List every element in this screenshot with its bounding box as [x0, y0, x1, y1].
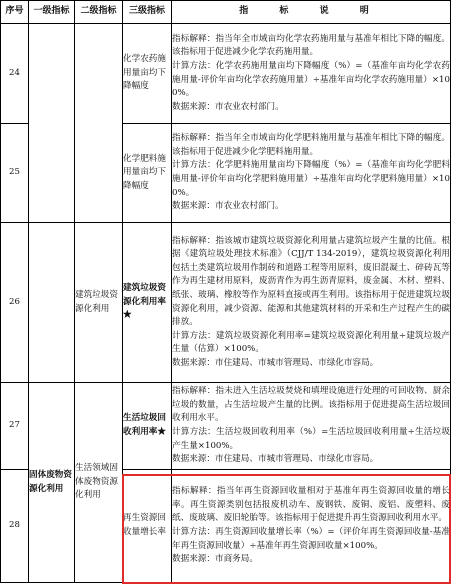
level1-cell: 固体废物资源化利用: [29, 383, 75, 583]
row-seq: 26: [1, 223, 29, 383]
desc-line: 指标解释：指当年再生资源回收量相对于基准年再生资源回收量的增长率。再生资源类别包括报废机动车、废钢铁、废铜、废铝、废塑料、废纸、废玻璃、废旧轮胎等。该指标用于促进提升再生资源回收利用水平。: [172, 486, 450, 524]
row-level3: 再生资源回收量增长率: [123, 470, 172, 583]
desc-line: 数据来源：市住建局、市城市管理局、市绿化市容局。: [172, 454, 379, 465]
level1-cell: [29, 24, 75, 223]
table-row: [1, 223, 451, 383]
desc-line: 数据来源：市商务局。: [172, 554, 258, 565]
row-seq: 27: [1, 383, 29, 470]
header-level2: 二级指标: [75, 1, 123, 24]
level2-cell: [75, 24, 123, 223]
row-level3: 建筑垃圾资源化利用率★: [123, 223, 172, 383]
row-desc: [172, 124, 451, 223]
desc-line: 计算方法：化学肥料施用量亩均下降幅度（%）=（基准年亩均化学肥料施用量-评价年亩均化学肥料施用量）÷基准年亩均化学肥料施用量）×100%。: [172, 160, 450, 198]
row-desc: [172, 24, 451, 124]
desc-line: 计算方法：建筑垃圾资源化利用率=建筑垃圾资源化利用量÷建筑垃圾产生量（估算）×100%。: [172, 330, 450, 355]
desc-line: 计算方法：再生资源回收量增长率（%）=（评价年再生资源回收量-基准年再生资源回收量）÷基准年再生资源回收量×100%。: [172, 527, 450, 551]
header-level3: 三级指标: [123, 1, 172, 24]
row-seq: 25: [1, 124, 29, 223]
row-level2: 建筑垃圾资源化利用: [75, 223, 123, 383]
header-row: [1, 1, 451, 24]
level1-cell: [29, 223, 75, 383]
row-desc: [172, 383, 451, 470]
row-desc: [172, 223, 451, 383]
desc-line: 数据来源：市农业农村部门。: [172, 201, 284, 212]
desc-line: 指标解释：指未进入生活垃圾焚烧和填埋设施进行处理的可回收物、厨余垃圾的数量，占生活垃圾产生量的比例。该指标用于促进提高生活垃圾回收利用水平。: [172, 386, 450, 424]
row-seq: 28: [1, 470, 29, 583]
row-level3: 生活垃圾回收利用率★: [123, 383, 172, 470]
desc-line: 计算方法：化学农药施用量亩均下降幅度（%）=（基准年亩均化学农药施用量-评价年亩均化学农药施用量）÷基准年亩均化学农药施用量）×100%。: [172, 60, 450, 99]
desc-line: 指标解释：指当年全市域亩均化学农药施用量与基准年相比下降的幅度。该指标用于促进减少化学农药施用量。: [172, 33, 450, 58]
level2-cell: 生活领域固体废物资源化利用: [75, 383, 123, 583]
desc-line: 指标解释：指该城市建筑垃圾资源化利用量占建筑垃圾产生量的比值。根据《建筑垃圾处理技术标准》（CJJ/T 134-2019），建筑垃圾资源化利用包括土类建筑垃圾用作制砖和道路工程等用原料，废旧混凝土、碎砖瓦等作为再生建材用原料，废沥青作为再生沥青原料，废金属、木材、塑料、纸张、玻璃、橡胶等作为原料直接或再生利用。该指标用于促进建筑垃圾资源化利用，减少资源、能源和其他建筑材料的开采和生产过程产生的碳排放。: [172, 235, 450, 328]
desc-line: 数据来源：市农业农村部门。: [172, 101, 284, 112]
desc-line: 数据来源：市住建局、市城市管理局、市绿化市容局。: [172, 357, 379, 368]
header-seq: 序号: [1, 1, 29, 24]
table-row: [1, 383, 451, 470]
desc-line: 指标解释：指当年全市域亩均化学肥料施用量与基准年相比下降的幅度。该指标用于促进减少化学肥料施用量。: [172, 133, 450, 157]
row-seq: 24: [1, 24, 29, 124]
header-level1: 一级指标: [29, 1, 75, 24]
desc-line: 计算方法：生活垃圾回收利用率（%）=生活垃圾回收利用量÷生活垃圾产生量×100%。: [172, 427, 450, 451]
row-level3: 化学肥料施用量亩均下降幅度: [123, 124, 172, 223]
table-row: [1, 24, 451, 124]
row-level3: 化学农药施用量亩均下降幅度: [123, 24, 172, 124]
row-desc: [172, 470, 451, 583]
header-desc: 指 标 说 明: [172, 1, 451, 24]
